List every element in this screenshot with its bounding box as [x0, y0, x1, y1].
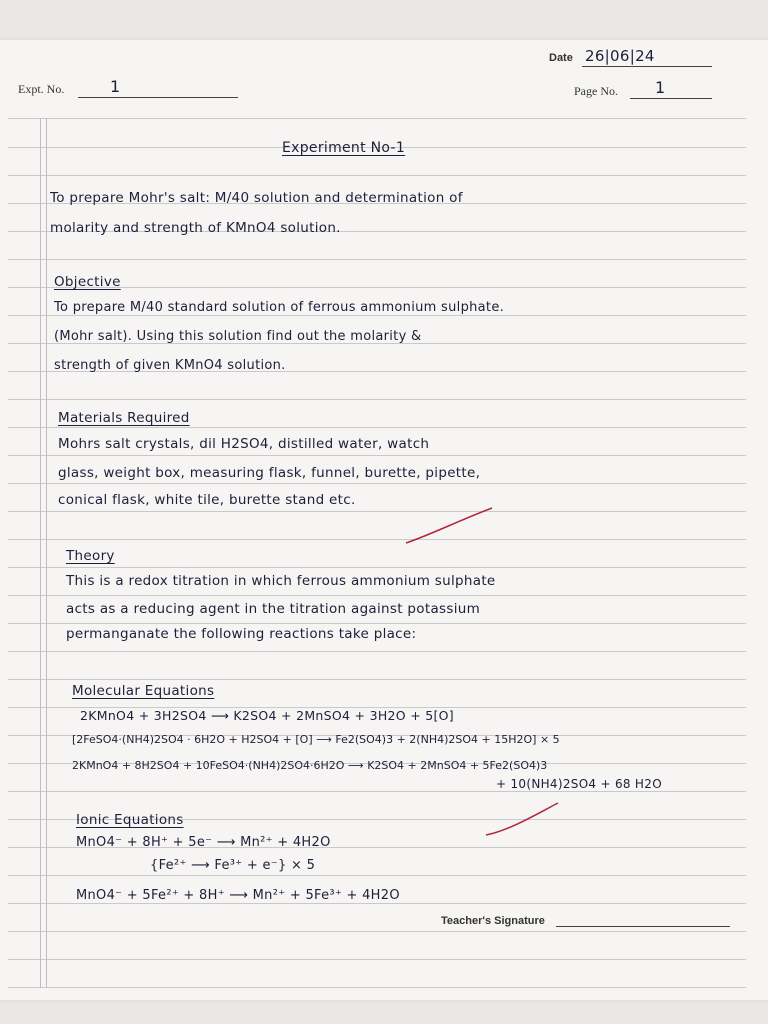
theory-line-2: acts as a reducing agent in the titration against potassium	[66, 601, 481, 617]
check-mark-1	[406, 508, 492, 543]
check-marks	[0, 40, 768, 1000]
ionic-eq-1: MnO4⁻ + 8H⁺ + 5e⁻ ⟶ Mn²⁺ + 4H2O	[76, 835, 331, 850]
theory-line-1: This is a redox titration in which ferrous ammonium sulphate	[66, 573, 496, 589]
page-no-label: Page No.	[574, 84, 618, 98]
materials-line-1: Mohrs salt crystals, dil H2SO4, distilled water, watch	[58, 436, 430, 452]
molecular-eq-3b: + 10(NH4)2SO4 + 68 H2O	[496, 777, 662, 791]
experiment-title: Experiment No-1	[282, 140, 406, 156]
materials-line-3: conical flask, white tile, burette stand etc.	[58, 492, 356, 508]
ionic-eq-2: {Fe²⁺ ⟶ Fe³⁺ + e⁻} × 5	[150, 858, 316, 873]
notebook-page	[0, 40, 768, 1000]
molecular-eq-2: [2FeSO4·(NH4)2SO4 · 6H2O + H2SO4 + [O] ⟶ Fe2(SO4)3 + 2(NH4)2SO4 + 15H2O] × 5	[72, 733, 560, 746]
molecular-eq-3a: 2KMnO4 + 8H2SO4 + 10FeSO4·(NH4)2SO4·6H2O ⟶ K2SO4 + 2MnSO4 + 5Fe2(SO4)3	[72, 759, 548, 772]
objective-line-3: strength of given KMnO4 solution.	[54, 358, 286, 373]
page-no-value: 1	[655, 78, 666, 97]
ionic-eq-3: MnO4⁻ + 5Fe²⁺ + 8H⁺ ⟶ Mn²⁺ + 5Fe³⁺ + 4H2O	[76, 888, 400, 903]
date-value: 26|06|24	[585, 47, 655, 65]
objective-line-1: To prepare M/40 standard solution of ferrous ammonium sulphate.	[54, 300, 505, 315]
check-mark-2	[486, 803, 558, 835]
theory-heading: Theory	[66, 548, 115, 564]
expt-no-label: Expt. No.	[18, 82, 65, 96]
materials-heading: Materials Required	[58, 410, 190, 426]
aim-line-1: To prepare Mohr's salt: M/40 solution and determination of	[50, 190, 463, 206]
teacher-signature-label: Teacher's Signature	[441, 915, 545, 927]
molecular-eq-1: 2KMnO4 + 3H2SO4 ⟶ K2SO4 + 2MnSO4 + 3H2O + 5[O]	[80, 708, 454, 723]
objective-heading: Objective	[54, 274, 121, 290]
expt-no-value: 1	[110, 77, 121, 96]
materials-line-2: glass, weight box, measuring flask, funnel, burette, pipette,	[58, 465, 481, 481]
theory-line-3: permanganate the following reactions take place:	[66, 626, 417, 642]
ionic-heading: Ionic Equations	[76, 812, 184, 828]
objective-line-2: (Mohr salt). Using this solution find out the molarity &	[54, 329, 422, 344]
aim-line-2: molarity and strength of KMnO4 solution.	[50, 220, 341, 236]
molecular-heading: Molecular Equations	[72, 683, 215, 699]
date-label: Date	[549, 52, 573, 64]
